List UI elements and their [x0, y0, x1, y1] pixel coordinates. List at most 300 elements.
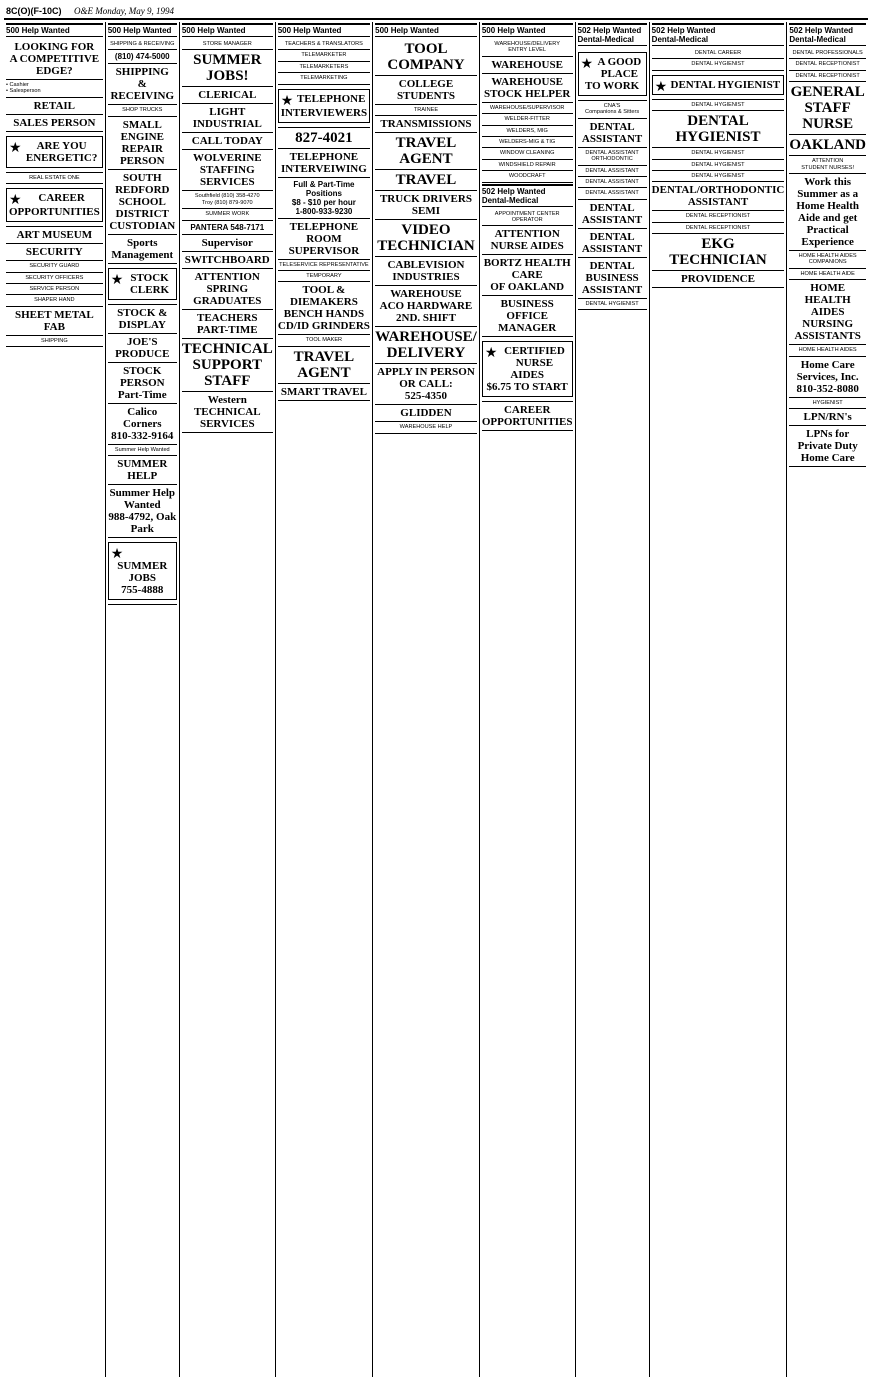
ad-headline: DENTAL ASSISTANT [585, 167, 639, 174]
ad-headline: OPPORTUNITIES [9, 206, 100, 219]
ad-headline: ENTRY LEVEL [508, 47, 547, 54]
classified-ad [108, 235, 177, 264]
ad-headline: DENTAL ASSISTANT [581, 201, 643, 226]
ad-headline: BUSINESS OFFICE [500, 298, 554, 323]
boxed-ad [652, 75, 785, 95]
ad-headline: PART-TIME [196, 323, 258, 336]
ad-headline: DENTAL RECEPTIONIST [685, 213, 751, 220]
ad-headline: TECHNICAL [181, 340, 273, 357]
classified-ad [182, 209, 273, 220]
classified-ad [578, 148, 647, 166]
classified-ad [578, 101, 647, 119]
ad-headline: SEMI [411, 205, 441, 218]
ad-headline: STAFF [204, 372, 251, 389]
ad-headline: Calico Corners [123, 405, 162, 430]
ad-headline: WELDER-FITTER [504, 116, 550, 123]
classified-column [650, 22, 788, 1377]
ad-headline: LOOKING FOR [14, 41, 95, 53]
ad-headline: ATTENTION [494, 228, 560, 241]
classified-ad [108, 363, 177, 404]
ad-headline: COMPANIONS [808, 259, 847, 266]
classified-ad [578, 299, 647, 310]
star-icon: ★ [280, 91, 294, 108]
classified-ad [278, 85, 370, 128]
ad-headline: DENTAL ASSISTANT [585, 190, 639, 197]
ad-headline: STAFF NURSE [802, 100, 854, 133]
ad-headline: 988-4792, Oak Park [108, 511, 177, 536]
section-header: 500 Help Wanted [375, 23, 477, 37]
ad-headline: Home Care Services, Inc. [796, 358, 859, 383]
boxed-ad [108, 268, 177, 300]
ad-headline: SUPPORT [192, 356, 263, 373]
classified-ad [108, 334, 177, 363]
classified-ad [652, 111, 785, 148]
ad-headline: Summer Help Wanted [114, 446, 170, 453]
classified-ad [182, 39, 273, 50]
ad-headline: CABLEVISION [387, 259, 465, 272]
ad-headline: TRAVEL [395, 172, 457, 189]
classified-ad [6, 115, 103, 132]
classified-ad [789, 174, 866, 251]
ad-headline: WINDOW CLEANING [499, 150, 555, 157]
ad-headline: SERVICE PERSON [29, 286, 80, 293]
ad-headline: STOCK PERSON [119, 364, 165, 389]
ad-headline: TELEPHONE ROOM [289, 220, 359, 245]
ad-headline: CERTIFIED NURSE AIDES [504, 345, 565, 382]
ad-headline: STAFFING [199, 164, 255, 177]
classified-ad [278, 178, 370, 219]
ad-headline: DENTAL CAREER [694, 50, 742, 56]
ad-headline: TOOL MAKER [305, 337, 343, 344]
ad-headline: TOOL COMPANY [387, 41, 465, 73]
classified-ad [108, 264, 177, 305]
classified-ad [482, 126, 573, 137]
ad-headline: DENTAL ASSISTANT [581, 230, 643, 255]
classified-ad [652, 100, 785, 111]
classified-ad [652, 148, 785, 159]
ad-headline: WAREHOUSE HELP [399, 424, 453, 431]
ad-headline: TECHNICAL SERVICES [193, 405, 261, 430]
ad-headline: TEMPORARY [306, 273, 342, 280]
ad-headline: WINDSHIELD REPAIR [498, 161, 556, 168]
ad-headline: SECURITY [25, 246, 83, 259]
ad-headline: CAREER [38, 192, 85, 205]
classified-ad [278, 384, 370, 401]
classified-ad [578, 200, 647, 229]
section-header: 502 Help Wanted Dental-Medical [789, 23, 866, 46]
star-icon: ★ [110, 270, 124, 287]
ad-headline: SHOP TRUCKS [122, 107, 163, 114]
ad-headline: Practical Experience [801, 224, 854, 249]
ad-headline: ATTENTION [812, 158, 844, 165]
star-icon: ★ [110, 545, 124, 562]
ad-headline: DENTAL ASSISTANT [581, 120, 643, 145]
ad-headline: ATTENTION [194, 270, 260, 283]
ad-headline: STORE MANAGER [202, 41, 252, 47]
classified-ad [6, 244, 103, 261]
classified-ad [789, 280, 866, 345]
ad-headline: STUDENT NURSES! [801, 164, 855, 171]
classified-ad [789, 426, 866, 467]
ad-headline: CLERICAL [198, 89, 257, 102]
ad-headline: SHIPPING [115, 66, 169, 79]
ad-headline: SWITCHBOARD [184, 253, 270, 266]
classified-ad [375, 422, 477, 433]
classified-ad [182, 133, 273, 150]
ad-headline: DENTAL HYGIENIST [585, 300, 639, 307]
ad-headline: BORTZ HEALTH CARE [483, 257, 571, 282]
classified-ad [482, 114, 573, 125]
ad-headline: STOCK & DISPLAY [117, 306, 168, 331]
ad-headline: Full & Part-Time Positions [293, 179, 355, 198]
classified-ad [578, 119, 647, 148]
classified-ad [375, 286, 477, 327]
ad-headline: SMALL ENGINE [120, 118, 164, 143]
ad-headline: • Cashier [6, 82, 29, 88]
classified-ad [182, 221, 273, 235]
ad-headline: Supervisor [201, 236, 253, 249]
ad-headline: TELEMARKETER [301, 52, 347, 59]
ad-headline: LPNs for [806, 428, 850, 441]
classified-ad [375, 133, 477, 170]
ad-headline: DENTAL HYGIENIST [691, 173, 745, 180]
ad-headline: TRAVEL AGENT [395, 135, 457, 168]
classified-ad [482, 160, 573, 171]
classified-ad [482, 402, 573, 431]
ad-headline: 827-4021 [295, 129, 353, 146]
classified-ad [482, 209, 573, 227]
ad-headline: & RECEIVING [110, 78, 175, 103]
classified-ad [652, 160, 785, 171]
ad-headline: HYGIENIST [812, 399, 843, 406]
classified-ad [482, 148, 573, 159]
ad-headline: TECHNICIAN [377, 238, 475, 255]
ad-headline: EKG [701, 236, 735, 253]
classified-ad [375, 405, 477, 422]
star-icon: ★ [654, 77, 668, 94]
ad-headline: DENTAL ASSISTANT [585, 149, 639, 156]
ad-headline: TELEMARKETING [300, 75, 348, 82]
ad-headline: SPRING GRADUATES [193, 282, 262, 307]
ad-headline: SUMMER [193, 52, 262, 69]
ad-headline: WAREHOUSE/SUPERVISOR [489, 104, 565, 111]
classified-ad [6, 284, 103, 295]
ad-headline: RETAIL [33, 99, 76, 112]
classified-ad [6, 184, 103, 227]
classified-ad [278, 347, 370, 384]
classified-column [180, 22, 276, 1377]
classified-ad [108, 485, 177, 538]
ad-headline: CAREER OPPORTUNITIES [481, 404, 573, 429]
classified-ad [182, 392, 273, 433]
classified-ad [6, 39, 103, 80]
classified-ad [182, 252, 273, 269]
ad-headline: ART MUSEUM [16, 229, 93, 242]
ad-headline: HYGIENIST [675, 129, 761, 146]
ad-headline: TEACHERS & TRANSLATORS [284, 41, 363, 47]
ad-headline: COLLEGE STUDENTS [396, 78, 456, 102]
ad-headline: SALES PERSON [13, 116, 96, 129]
ad-headline: 1-800-933-9230 [295, 206, 353, 216]
ad-headline: WAREHOUSE/DELIVERY [494, 41, 560, 47]
ad-headline: WAREHOUSE [491, 75, 563, 88]
classified-ad [278, 282, 370, 335]
classified-ad [652, 71, 785, 100]
ad-headline: WAREHOUSE [390, 288, 462, 301]
ad-headline: TECHNICIAN [669, 252, 767, 269]
classified-ad [578, 48, 647, 101]
ad-headline: MANAGER [498, 322, 557, 335]
classified-ad [6, 80, 103, 98]
ad-headline: 525-4350 [404, 390, 448, 403]
classified-ad [482, 226, 573, 255]
ad-headline: SHIPPING [40, 337, 68, 344]
boxed-ad [6, 136, 103, 168]
classified-ad [375, 257, 477, 286]
ad-headline: REAL ESTATE ONE [29, 174, 80, 181]
ad-headline: STOCK CLERK [129, 271, 170, 296]
section-header: 500 Help Wanted [6, 23, 103, 37]
ad-headline: OPERATOR [511, 217, 543, 224]
ad-headline: DENTAL [687, 113, 749, 130]
ad-headline: • Salesperson [6, 88, 41, 95]
ad-headline: DENTAL HYGIENIST [691, 150, 745, 157]
star-icon: ★ [484, 344, 498, 361]
ad-headline: SOUTH REDFORD [115, 171, 170, 196]
classified-ad [278, 128, 370, 149]
ad-headline: $6.75 TO START [486, 381, 568, 394]
ad-headline: REPAIR PERSON [119, 142, 165, 167]
ad-headline: TELESERVICE REPRESENTATIVE [279, 261, 369, 268]
ad-headline: SHAPER HAND [34, 297, 75, 304]
classified-column [576, 22, 650, 1377]
classified-ad [578, 188, 647, 199]
classified-ad [182, 50, 273, 87]
boxed-ad [278, 89, 370, 123]
ad-headline: DENTAL RECEPTIONIST [795, 72, 860, 79]
ad-headline: TELEPHONE [296, 92, 366, 105]
ad-headline: DENTAL HYGIENIST [670, 78, 781, 91]
classified-ad [482, 39, 573, 57]
ad-headline: SECURITY OFFICERS [25, 274, 84, 281]
ad-headline: NURSE AIDES [490, 240, 564, 253]
classified-ad [375, 170, 477, 191]
ad-headline: Western [207, 393, 247, 406]
ad-headline: Companions & Sitters [585, 109, 640, 116]
section-header: 500 Help Wanted [278, 23, 370, 37]
classified-ad [108, 117, 177, 170]
ad-headline: Home Health Aide and get [796, 200, 859, 225]
classified-ad [108, 64, 177, 105]
classified-ad [108, 305, 177, 334]
classified-ad [182, 191, 273, 209]
ad-headline: DENTAL RECEPTIONIST [795, 61, 860, 68]
section-header: 502 Help Wanted Dental-Medical [482, 184, 573, 207]
classified-ad [6, 173, 103, 184]
ad-headline: HOME HEALTH AIDES [804, 282, 851, 319]
classified-ad [375, 191, 477, 220]
ad-headline: DENTAL HYGIENIST [691, 161, 745, 168]
masthead-date: O&E Monday, May 9, 1994 [74, 6, 174, 16]
section-header: 500 Help Wanted [482, 23, 573, 37]
ad-headline: WOODCRAFT [508, 173, 546, 180]
ad-headline: VIDEO [401, 222, 451, 239]
ad-headline: Troy (810) 879-9070 [201, 199, 253, 206]
classified-ad [789, 409, 866, 426]
ad-headline: 810-352-8080 [796, 382, 859, 395]
classified-ad [789, 48, 866, 59]
ad-headline: DENTAL BUSINESS [585, 259, 639, 284]
classified-column [106, 22, 180, 1377]
boxed-ad [6, 188, 103, 222]
classified-ad [6, 227, 103, 244]
classified-ad [6, 261, 103, 272]
star-icon: ★ [9, 191, 22, 208]
ad-headline: SUMMER JOBS [117, 560, 168, 585]
ad-headline: TRANSMISSIONS [380, 118, 472, 131]
ad-headline: SCHOOL DISTRICT [115, 195, 169, 220]
classified-ad [278, 39, 370, 50]
classified-ad [375, 220, 477, 257]
ad-headline: GLIDDEN [400, 407, 452, 420]
classified-ad [278, 271, 370, 282]
classified-ad [108, 50, 177, 64]
ad-headline: WOLVERINE [192, 152, 262, 165]
classified-ad [482, 171, 573, 182]
classified-ad [652, 171, 785, 182]
classified-ad [789, 345, 866, 356]
ad-headline: SHIPPING & RECEIVING [110, 41, 175, 47]
classified-column [4, 22, 106, 1377]
classified-ad [789, 135, 866, 156]
ad-headline: CALL TODAY [191, 135, 263, 148]
classified-ad [652, 223, 785, 234]
classified-ad [182, 150, 273, 191]
ad-headline: SERVICES [199, 176, 255, 189]
ad-headline: CNA'S [603, 103, 621, 109]
ad-headline: DENTAL ASSISTANT [585, 179, 639, 186]
classified-ad [6, 307, 103, 336]
classified-ad [6, 336, 103, 347]
ad-headline: STOCK HELPER [484, 87, 571, 100]
ad-headline: Private Duty Home Care [797, 440, 858, 465]
ad-headline: HOME HEALTH AIDES [798, 253, 857, 260]
classified-ad [789, 251, 866, 269]
classified-ad [6, 132, 103, 173]
ad-headline: DENTAL HYGIENIST [691, 101, 745, 108]
ad-headline: TRUCK DRIVERS [379, 193, 472, 206]
ad-headline: SHEET METAL FAB [14, 308, 94, 333]
classified-ad [482, 137, 573, 148]
classified-ad [108, 105, 177, 116]
classified-ad [182, 339, 273, 392]
ad-headline: DENTAL/ORTHODONTIC [651, 184, 785, 197]
classified-column [787, 22, 868, 1377]
masthead [4, 4, 868, 20]
classified-ad [789, 357, 866, 398]
ad-headline: TEACHERS [197, 311, 258, 324]
classified-ad [108, 404, 177, 445]
ad-headline: A GOOD PLACE TO WORK [584, 56, 642, 92]
classified-ad [278, 335, 370, 346]
ad-headline: SUMMER HELP [117, 458, 168, 483]
ad-headline: WAREHOUSE [491, 58, 563, 71]
classified-ad [108, 39, 177, 50]
classified-ad [375, 364, 477, 405]
classified-ad [578, 229, 647, 258]
ad-headline: DENTAL HYGIENIST [691, 61, 745, 68]
ad-headline: BENCH HANDS [283, 308, 365, 321]
ad-headline: Southfield (810) 358-4270 [194, 193, 260, 200]
classified-ad [108, 538, 177, 605]
section-header: 500 Help Wanted [182, 23, 273, 37]
classified-ad [278, 73, 370, 84]
ad-headline: Summer Help Wanted [109, 487, 176, 512]
classified-ad [652, 271, 785, 288]
ad-headline: $8 - $10 per hour [291, 197, 356, 207]
ad-headline: TRAVEL AGENT [293, 348, 355, 381]
classified-ad [789, 398, 866, 409]
classified-ad [482, 74, 573, 103]
classified-ad [482, 337, 573, 402]
classified-ad [652, 48, 785, 59]
ad-headline: DELIVERY [386, 345, 466, 362]
ad-headline: A COMPETITIVE EDGE? [9, 53, 100, 77]
classified-ad [482, 57, 573, 74]
classified-ad [482, 296, 573, 337]
page-label: 8C(O)(F-10C) [6, 6, 62, 16]
ad-headline: LPN/RN's [803, 411, 852, 424]
boxed-ad [482, 341, 573, 397]
classified-ad [182, 235, 273, 252]
ad-headline: ORTHODONTIC [591, 156, 633, 163]
classified-ad [108, 170, 177, 235]
ad-headline: CUSTODIAN [109, 219, 176, 232]
ad-headline: OR CALL: [399, 378, 453, 391]
classified-columns [4, 22, 868, 1377]
ad-headline: 755-4888 [121, 584, 164, 597]
ad-headline: 2ND. SHIFT [396, 312, 456, 325]
ad-headline: PROVIDENCE [681, 273, 755, 286]
ad-headline: DENTAL RECEPTIONIST [685, 224, 751, 231]
classified-column [480, 22, 576, 1377]
ad-headline: APPLY IN PERSON [377, 366, 475, 379]
boxed-ad [108, 542, 177, 600]
classified-ad [482, 255, 573, 296]
ad-headline: TELEPHONE [289, 150, 359, 163]
ad-headline: JOE'S PRODUCE [115, 335, 170, 360]
ad-headline: SMART TRAVEL [280, 385, 367, 398]
ad-headline: APPOINTMENT CENTER [494, 210, 560, 217]
ad-headline: GENERAL [790, 84, 865, 101]
classified-ad [182, 104, 273, 133]
star-icon: ★ [9, 138, 22, 155]
ad-headline: Work this Summer as a [797, 176, 859, 201]
classified-ad [108, 445, 177, 456]
ad-headline: INTERVEIWING [281, 162, 367, 175]
classified-ad [652, 211, 785, 222]
ad-headline: OAKLAND [789, 137, 866, 154]
ad-headline: ENERGETIC? [25, 151, 98, 164]
ad-headline: HOME HEALTH AIDES [798, 347, 857, 354]
classified-ad [789, 71, 866, 82]
ad-headline: OF OAKLAND [490, 281, 565, 294]
ad-headline: ARE YOU [36, 139, 87, 152]
classified-ad [278, 149, 370, 178]
classified-ad [108, 456, 177, 485]
classified-ad [278, 219, 370, 260]
classified-ad [375, 39, 477, 76]
